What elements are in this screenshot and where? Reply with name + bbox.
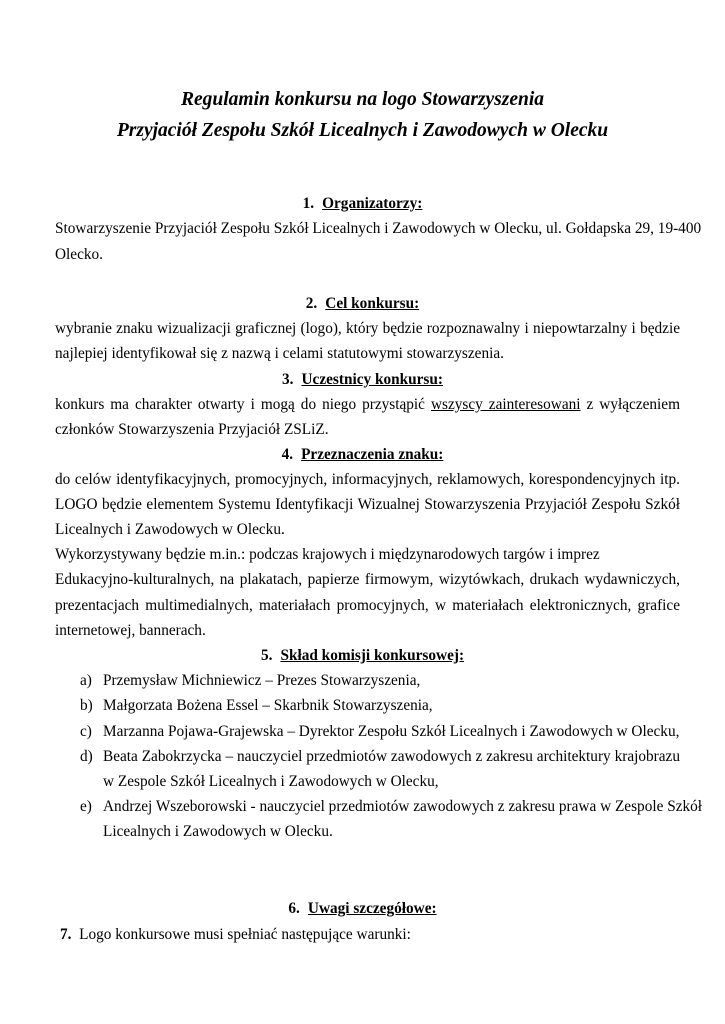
section-number: 2. — [305, 295, 318, 312]
list-item: Przemysław Michniewicz – Prezes Stowarzyszenia, — [103, 672, 421, 689]
section-title: Cel konkursu: — [325, 295, 420, 312]
section-1-heading — [0, 194, 725, 214]
paragraph-line: Olecko. — [55, 246, 103, 263]
section-title: Przeznaczenia znaku: — [301, 446, 444, 463]
list-item-continuation: w Zespole Szkół Licealnych i Zawodowych w Olecku, — [103, 773, 439, 790]
list-marker: c) — [80, 723, 92, 740]
point-7-line — [60, 925, 685, 945]
list-marker: b) — [80, 697, 93, 714]
paragraph-line: Stowarzyszenie Przyjaciół Zespołu Szkół Licealnych i Zawodowych w Olecku, ul. Gołdapska 29, 19-400 — [55, 220, 702, 237]
section-number: 4. — [281, 446, 294, 463]
point-text: Logo konkursowe musi spełniać następujące warunki: — [79, 926, 411, 943]
list-item: Beata Zabokrzycka – nauczyciel przedmiotów zawodowych z zakresu architektury krajobrazu — [103, 748, 680, 765]
paragraph-line: wybranie znaku wizualizacji graficznej (logo), który będzie rozpoznawalny i niepowtarzalny i będzie — [55, 320, 680, 337]
paragraph-line: Licealnych i Zawodowych w Olecku. — [55, 521, 285, 538]
list-item: Andrzej Wszeborowski - nauczyciel przedmiotów zawodowych z zakresu prawa w Zespole Szkół — [103, 798, 703, 815]
list-marker: e) — [80, 798, 92, 815]
paragraph-line: internetowej, bannerach. — [55, 622, 206, 639]
underlined-text: wszyscy zainteresowani — [430, 396, 581, 413]
paragraph-line: prezentacjach multimedialnych, materiałach promocyjnych, w materiałach elektronicznych, grafice — [55, 597, 680, 614]
text-segment: z wyłączeniem — [586, 396, 680, 413]
paragraph-line: najlepiej identyfikował się z nazwą i celami statutowymi stowarzyszenia. — [55, 345, 504, 362]
section-number: 1. — [302, 195, 315, 212]
document-title-line-2: Przyjaciół Zespołu Szkół Licealnych i Zawodowych w Olecku — [116, 120, 609, 141]
section-title: Organizatorzy: — [322, 195, 423, 212]
paragraph-line: członków Stowarzyszenia Przyjaciół ZSLiZ. — [55, 421, 329, 438]
paragraph-line — [55, 395, 680, 415]
section-number: 6. — [288, 900, 300, 917]
section-2-heading — [0, 294, 725, 314]
section-title: Uwagi szczegółowe: — [307, 900, 437, 917]
section-number: 5. — [260, 647, 273, 664]
section-4-heading — [0, 445, 725, 465]
section-3-heading — [0, 370, 725, 390]
paragraph-line: do celów identyfikacyjnych, promocyjnych, informacyjnych, reklamowych, korespondencyjnych itp. — [55, 471, 680, 488]
paragraph-line: Edukacyjno-kulturalnych, na plakatach, papierze firmowym, wizytówkach, drukach wydawniczych, — [55, 571, 680, 588]
list-item-continuation: Licealnych i Zawodowych w Olecku. — [103, 823, 333, 840]
section-title: Skład komisji konkursowej: — [280, 647, 465, 664]
point-number: 7. — [60, 926, 72, 943]
list-item: Małgorzata Bożena Essel – Skarbnik Stowarzyszenia, — [103, 697, 433, 714]
list-item: Marzanna Pojawa-Grajewska – Dyrektor Zespołu Szkół Licealnych i Zawodowych w Olecku, — [103, 723, 680, 740]
list-marker: d) — [80, 748, 93, 765]
section-title: Uczestnicy konkursu: — [301, 371, 443, 388]
text-segment: konkurs ma charakter otwarty i mogą do niego przystąpić — [55, 396, 425, 413]
document-title-line-1: Regulamin konkursu na logo Stowarzyszenia — [180, 89, 545, 110]
paragraph-line: LOGO będzie elementem Systemu Identyfikacji Wizualnej Stowarzyszenia Przyjaciół Zespołu Szkół — [55, 496, 680, 513]
section-6-heading — [0, 899, 725, 919]
section-number: 3. — [282, 371, 294, 388]
paragraph-line: Wykorzystywany będzie m.in.: podczas krajowych i międzynarodowych targów i imprez — [55, 546, 600, 563]
section-5-heading — [0, 646, 725, 666]
list-marker: a) — [80, 672, 92, 689]
